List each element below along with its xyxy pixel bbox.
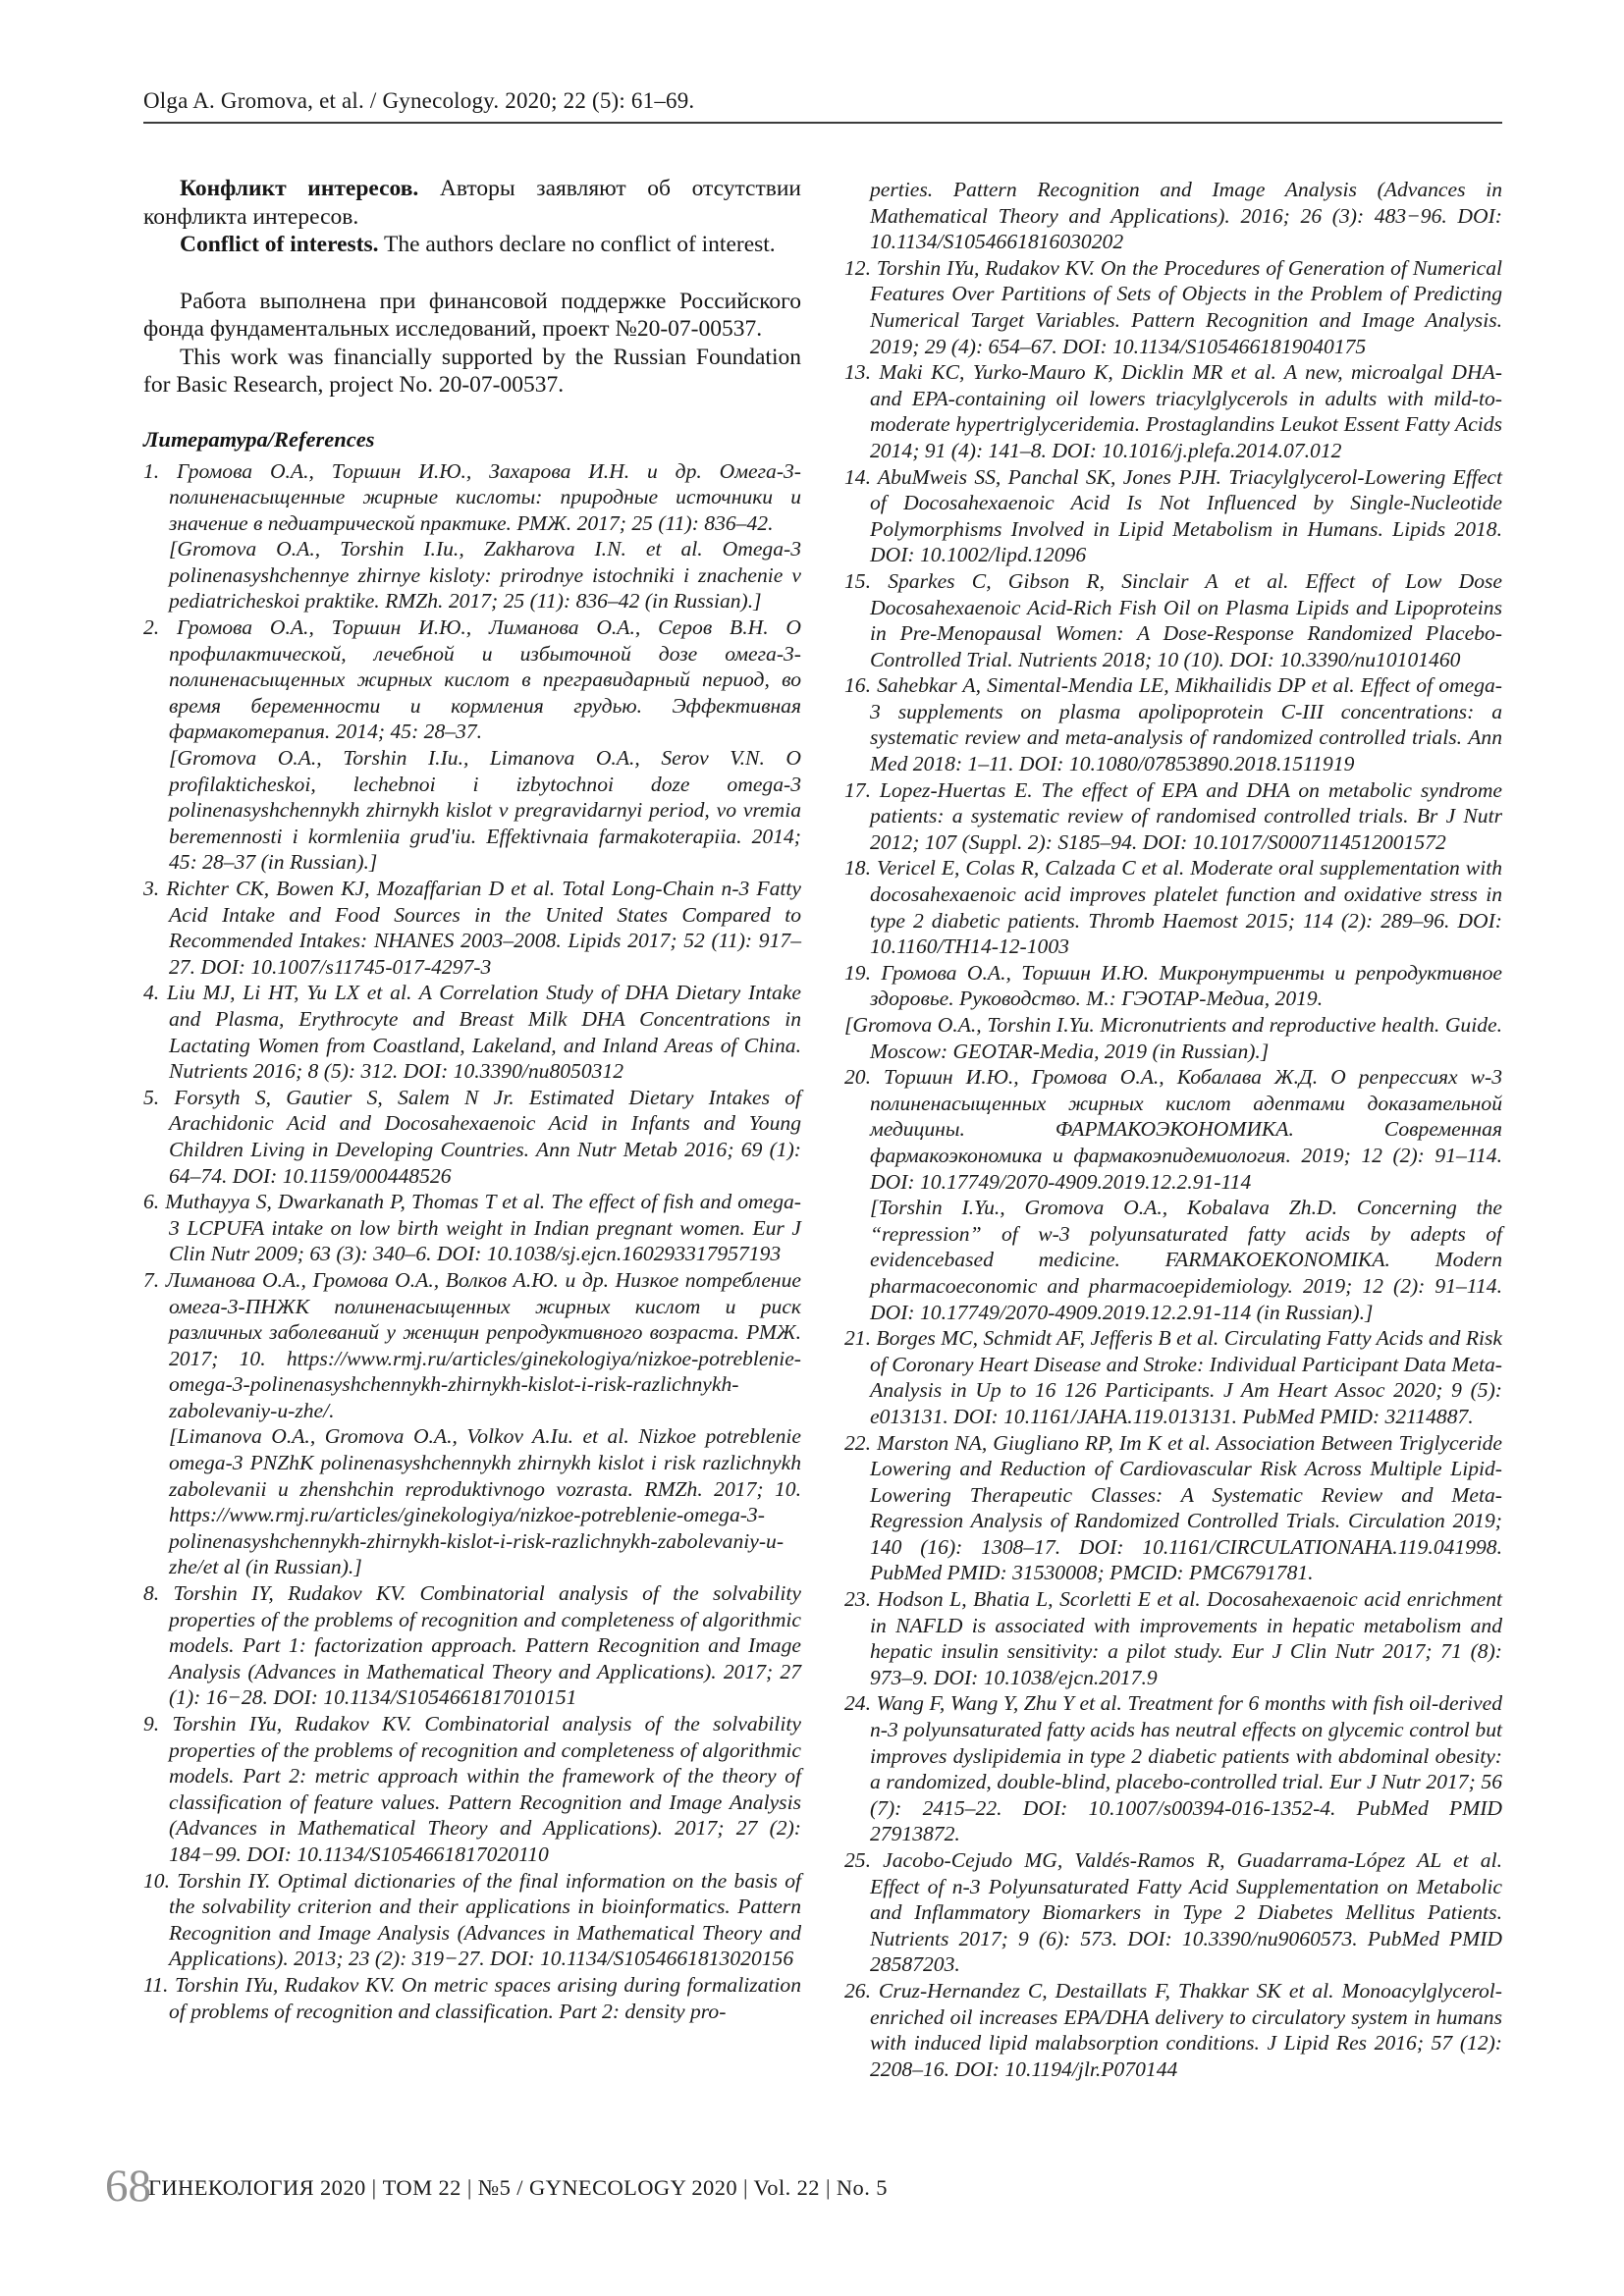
reference-translation: [Torshin I.Yu., Gromova O.A., Kobalava Zh.D. Concerning the “repression” of w-3 polyunsaturated fatty acids by adepts of evidencebased medicine. FARMAKOEKONOMIKA. Modern pharmacoeconomic and pharmacoepidemiology. 2019; 12 (2): 91–114. DOI: 10.17749/2070-4909.2019.12.2.91-114 (in Russian).] xyxy=(870,1196,1502,1324)
reference-number: 21. xyxy=(844,1326,871,1351)
reference-number: 8. xyxy=(143,1581,160,1606)
reference-number: 1. xyxy=(143,458,160,483)
reference-item: 19. Громова О.А., Торшин И.Ю. Микронутриенты и репродуктивное здоровье. Руководство. М.: ГЭОТАР-Медиа, 2019. xyxy=(844,960,1502,1011)
reference-number: 19. xyxy=(844,960,871,985)
conflict-paragraph: Conflict of interests. The authors declare no conflict of interest. xyxy=(180,232,776,257)
reference-item: 20. Торшин И.Ю., Громова О.А., Кобалава Ж.Д. О репрессиях w-3 полиненасыщенных жирных кислот адептами доказательной медицины. ФАРМАКОЭКОНОМИКА. Современная фармакоэкономика и фармакоэпидемиология. 2019; 12 (2): 91–114. DOI: 10.17749/2070-4909.2019.12.2.91-114 xyxy=(844,1065,1502,1194)
reference-item: 18. Vericel E, Colas R, Calzada C et al. Moderate oral supplementation with docosahexaenoic acid improves platelet function and oxidative stress in type 2 diabetic patients. Thromb Haemost 2015; 114 (2): 289–96. DOI: 10.1160/TH14-12-1003 xyxy=(844,856,1502,959)
header-divider xyxy=(143,122,1502,124)
reference-item: 4. Liu MJ, Li HT, Yu LX et al. A Correlation Study of DHA Dietary Intake and Plasma, Erythrocyte and Breast Milk DHA Concentrations in Lactating Women from Coastland, Lakeland, and Inland Areas of China. Nutrients 2016; 8 (5): 312. DOI: 10.3390/nu8050312 xyxy=(143,981,801,1084)
funding-paragraph: Работа выполнена при финансовой поддержке Российского фонда фундаментальных исследований, проект №20-07-00537. xyxy=(143,288,801,342)
journal-footer: ГИНЕКОЛОГИЯ 2020 | ТОМ 22 | №5 / GYNECOLOGY 2020 | Vol. 22 | No. 5 xyxy=(148,2175,888,2200)
reference-item: 2. Громова О.А., Торшин И.Ю., Лиманова О.А., Серов В.Н. О профилактической, лечебной и избыточной дозе омега-3-полиненасыщенных жирных кислот в прегравидарный период, во время беременности и кормления грудью. Эффективная фармакотерапия. 2014; 45: 28–37. xyxy=(143,615,801,744)
reference-translation: [Gromova O.A., Torshin I.Yu. Micronutrients and reproductive health. Guide. Moscow: GEOTAR-Media, 2019 (in Russian).] xyxy=(844,1013,1502,1063)
reference-number: 14. xyxy=(844,464,871,489)
reference-item: 12. Torshin IYu, Rudakov KV. On the Procedures of Generation of Numerical Features Over Partitions of Sets of Objects in the Problem of Predicting Numerical Target Variables. Pattern Recognition and Image Analysis. 2019; 29 (4): 654–67. DOI: 10.1134/S1054661819040175 xyxy=(844,255,1502,358)
reference-item: 16. Sahebkar A, Simental-Mendia LE, Mikhailidis DP et al. Effect of omega-3 supplements on plasma apolipoprotein C-III concentrations: a systematic review and meta-analysis of randomized controlled trials. Ann Med 2018: 1–11. DOI: 10.1080/07853890.2018.1511919 xyxy=(844,673,1502,776)
running-head-citation: Olga A. Gromova, et al. / Gynecology. 2020; 22 (5): 61–69. xyxy=(143,88,695,113)
reference-number: 22. xyxy=(844,1430,871,1455)
reference-number: 23. xyxy=(844,1587,871,1612)
reference-item: 13. Maki KC, Yurko-Mauro K, Dicklin MR et al. A new, microalgal DHA- and EPA-containing oil lowers triacylglycerols in adults with mild-to-moderate hypertriglyceridemia. Prostaglandins Leukot Essent Fatty Acids 2014; 91 (4): 141–8. DOI: 10.1016/j.plefa.2014.07.012 xyxy=(844,360,1502,462)
reference-number: 17. xyxy=(844,777,871,802)
references-list-right xyxy=(844,255,1502,2083)
reference-item: 9. Torshin IYu, Rudakov KV. Combinatorial analysis of the solvability properties of the problems of recognition and completeness of algorithmic models. Part 2: metric approach within the framework of the theory of classification of feature values. Pattern Recognition and Image Analysis (Advances in Mathematical Theory and Applications). 2017; 27 (2): 184−99. DOI: 10.1134/S1054661817020110 xyxy=(143,1712,801,1866)
references-list-left xyxy=(143,458,801,2025)
reference-item: 10. Torshin IY. Optimal dictionaries of the final information on the basis of the solvability criterion and their applications in bioinformatics. Pattern Recognition and Image Analysis (Advances in Mathematical Theory and Applications). 2013; 23 (2): 319−27. DOI: 10.1134/S1054661813020156 xyxy=(143,1868,801,1971)
reference-number: 25. xyxy=(844,1848,871,1872)
reference-item: 7. Лиманова О.А., Громова О.А., Волков А.Ю. и др. Низкое потребление омега-3-ПНЖК полиненасыщенных жирных кислот и риск различных заболеваний у женщин репродуктивного возраста. РМЖ. 2017; 10. https://www.rmj.ru/articles/ginekologiya/nizkoe-potreblenie-omega-3-polinenasyshchennykh-zhirnykh-kislot-i-risk-razlichnykh-zabolevaniy-u-zhe/. xyxy=(143,1267,801,1422)
reference-item: 25. Jacobo-Cejudo MG, Valdés-Ramos R, Guadarrama-López AL et al. Effect of n-3 Polyunsaturated Fatty Acid Supplementation on Metabolic and Inflammatory Biomarkers in Type 2 Diabetes Mellitus Patients. Nutrients 2017; 9 (6): 573. DOI: 10.3390/nu9060573. PubMed PMID 28587203. xyxy=(844,1848,1502,1977)
reference-translation: [Gromova O.A., Torshin I.Iu., Limanova O.A., Serov V.N. O profilakticheskoi, lechebnoi i izbytochnoi doze omega-3 polinenasyshchennykh zhirnykh kislot v pregravidarnyi period, vo vremia beremennosti i kormleniia grud'iu. Effektivnaia farmakoterapiia. 2014; 45: 28–37 (in Russian).] xyxy=(169,746,801,875)
reference-number: 9. xyxy=(143,1712,160,1735)
conflict-paragraph: Конфликт интересов. Авторы заявляют об отсутствии конфликта интересов. xyxy=(143,176,801,230)
reference-item: 1. Громова О.А., Торшин И.Ю., Захарова И.Н. и др. Омега-3- полиненасыщенные жирные кислоты: природные источники и значение в педиатрической практике. РМЖ. 2017; 25 (11): 836–42. xyxy=(143,458,801,535)
two-column-body xyxy=(143,167,1502,2082)
reference-item: 14. AbuMweis SS, Panchal SK, Jones PJH. Triacylglycerol-Lowering Effect of Docosahexaenoic Acid Is Not Influenced by Single-Nucleotide Polymorphisms Involved in Lipid Metabolism in Humans. Lipids 2018. DOI: 10.1002/lipd.12096 xyxy=(844,464,1502,567)
page-number: 68 xyxy=(105,2161,151,2212)
reference-number: 16. xyxy=(844,673,871,698)
reference-continuation: perties. Pattern Recognition and Image Analysis (Advances in Mathematical Theory and Applications). 2016; 26 (3): 483−96. DOI: 10.1134/S1054661816030202 xyxy=(870,178,1502,254)
reference-item: 11. Torshin IYu, Rudakov KV. On metric spaces arising during formalization of problems of recognition and classification. Part 2: density pro- xyxy=(143,1972,801,2023)
reference-item: 26. Cruz-Hernandez C, Destaillats F, Thakkar SK et al. Monoacylglycerol-enriched oil increases EPA/DHA delivery to circulatory system in humans with induced lipid malabsorption conditions. J Lipid Res 2016; 57 (12): 2208–16. DOI: 10.1194/jlr.P070144 xyxy=(844,1978,1502,2081)
reference-item: 3. Richter CK, Bowen KJ, Mozaffarian D et al. Total Long-Chain n-3 Fatty Acid Intake and Food Sources in the United States Compared to Recommended Intakes: NHANES 2003–2008. Lipids 2017; 52 (11): 917–27. DOI: 10.1007/s11745-017-4297-3 xyxy=(143,877,801,979)
paragraph-lead: Конфликт интересов. xyxy=(180,176,419,201)
reference-number: 6. xyxy=(143,1190,160,1214)
reference-item: 6. Muthayya S, Dwarkanath P, Thomas T et al. The effect of fish and omega-3 LCPUFA intake on low birth weight in Indian pregnant women. Eur J Clin Nutr 2009; 63 (3): 340–6. DOI: 10.1038/sj.ejcn.160293317957193 xyxy=(143,1190,801,1266)
reference-number: 18. xyxy=(844,856,871,881)
right-column xyxy=(844,167,1502,2082)
reference-item: 23. Hodson L, Bhatia L, Scorletti E et al. Docosahexaenoic acid enrichment in NAFLD is associated with improvements in hepatic metabolism and hepatic insulin sensitivity: a pilot study. Eur J Clin Nutr 2017; 71 (8): 973–9. DOI: 10.1038/ejcn.2017.9 xyxy=(844,1587,1502,1689)
reference-item: 22. Marston NA, Giugliano RP, Im K et al. Association Between Triglyceride Lowering and Reduction of Cardiovascular Risk Across Multiple Lipid-Lowering Therapeutic Classes: A Systematic Review and Meta-Regression Analysis of Randomized Controlled Trials. Circulation 2019; 140 (16): 1308–17. DOI: 10.1161/CIRCULATIONAHA.119.041998. PubMed PMID: 31530008; PMCID: PMC6791781. xyxy=(844,1430,1502,1585)
reference-item: 5. Forsyth S, Gautier S, Salem N Jr. Estimated Dietary Intakes of Arachidonic Acid and Docosahexaenoic Acid in Infants and Young Children Living in Developing Countries. Ann Nutr Metab 2016; 69 (1): 64–74. DOI: 10.1159/000448526 xyxy=(143,1085,801,1188)
reference-number: 11. xyxy=(143,1972,169,1997)
reference-number: 3. xyxy=(143,877,160,900)
reference-item: 21. Borges MC, Schmidt AF, Jefferis B et al. Circulating Fatty Acids and Risk of Coronary Heart Disease and Stroke: Individual Participant Data Meta-Analysis in Up to 16 126 Participants. J Am Heart Assoc 2020; 9 (5): e013131. DOI: 10.1161/JAHA.119.013131. PubMed PMID: 32114887. xyxy=(844,1326,1502,1428)
reference-number: 13. xyxy=(844,360,871,385)
reference-number: 24. xyxy=(844,1691,871,1716)
reference-translation: [Limanova O.A., Gromova O.A., Volkov A.Iu. et al. Nizkoe potreblenie omega-3 PNZhK polinenasyshchennykh zhirnykh kislot i risk razlichnykh zabolevanii u zhenshchin reproduktivnogo vozrasta. RMZh. 2017; 10. https://www.rmj.ru/articles/ginekologiya/nizkoe-potreblenie-omega-3-polinenasyshchennykh-zhirnykh-kislot-i-risk-razlichnykh-zabolevaniy-u-zhe/et al (in Russian).] xyxy=(169,1424,801,1579)
reference-number: 26. xyxy=(844,1978,871,2002)
reference-number: 4. xyxy=(143,981,160,1005)
reference-number: 15. xyxy=(844,568,871,593)
reference-item: 17. Lopez-Huertas E. The effect of EPA and DHA on metabolic syndrome patients: a systematic review of randomised controlled trials. Br J Nutr 2012; 107 (Suppl. 2): S185–94. DOI: 10.1017/S0007114512001572 xyxy=(844,777,1502,854)
references-heading: Литература/References xyxy=(143,426,375,452)
reference-item: 24. Wang F, Wang Y, Zhu Y et al. Treatment for 6 months with fish oil-derived n-3 polyunsaturated fatty acids has neutral effects on glycemic control but improves dyslipidemia in type 2 diabetic patients with abdominal obesity: a randomized, double-blind, placebo-controlled trial. Eur J Nutr 2017; 56 (7): 2415–22. DOI: 10.1007/s00394-016-1352-4. PubMed PMID 27913872. xyxy=(844,1691,1502,1846)
reference-number: 2. xyxy=(143,615,160,640)
reference-number: 20. xyxy=(844,1065,871,1090)
reference-number: 10. xyxy=(143,1868,170,1893)
reference-item: 8. Torshin IY, Rudakov KV. Combinatorial analysis of the solvability properties of the problems of recognition and completeness of algorithmic models. Part 1: factorization approach. Pattern Recognition and Image Analysis (Advances in Mathematical Theory and Applications). 2017; 27 (1): 16−28. DOI: 10.1134/S1054661817010151 xyxy=(143,1581,801,1710)
reference-number: 12. xyxy=(844,255,871,280)
reference-translation: [Gromova O.A., Torshin I.Iu., Zakharova I.N. et al. Omega-3 polinenasyshchennye zhirnye kisloty: prirodnye istochniki i znachenie v pediatricheskoi praktike. RMZh. 2017; 25 (11): 836–42 (in Russian).] xyxy=(169,537,801,614)
reference-item: 15. Sparkes C, Gibson R, Sinclair A et al. Effect of Low Dose Docosahexaenoic Acid-Rich Fish Oil on Plasma Lipids and Lipoproteins in Pre-Menopausal Women: A Dose-Response Randomized Placebo-Controlled Trial. Nutrients 2018; 10 (10). DOI: 10.3390/nu10101460 xyxy=(844,568,1502,671)
reference-number: 7. xyxy=(143,1267,160,1292)
funding-paragraph: This work was financially supported by the Russian Foundation for Basic Research, project No. 20-07-00537. xyxy=(143,344,801,398)
paragraph-lead: Conflict of interests. xyxy=(180,232,379,257)
left-column xyxy=(143,167,801,2024)
reference-number: 5. xyxy=(143,1085,160,1109)
conflict-of-interest-section xyxy=(143,175,801,400)
